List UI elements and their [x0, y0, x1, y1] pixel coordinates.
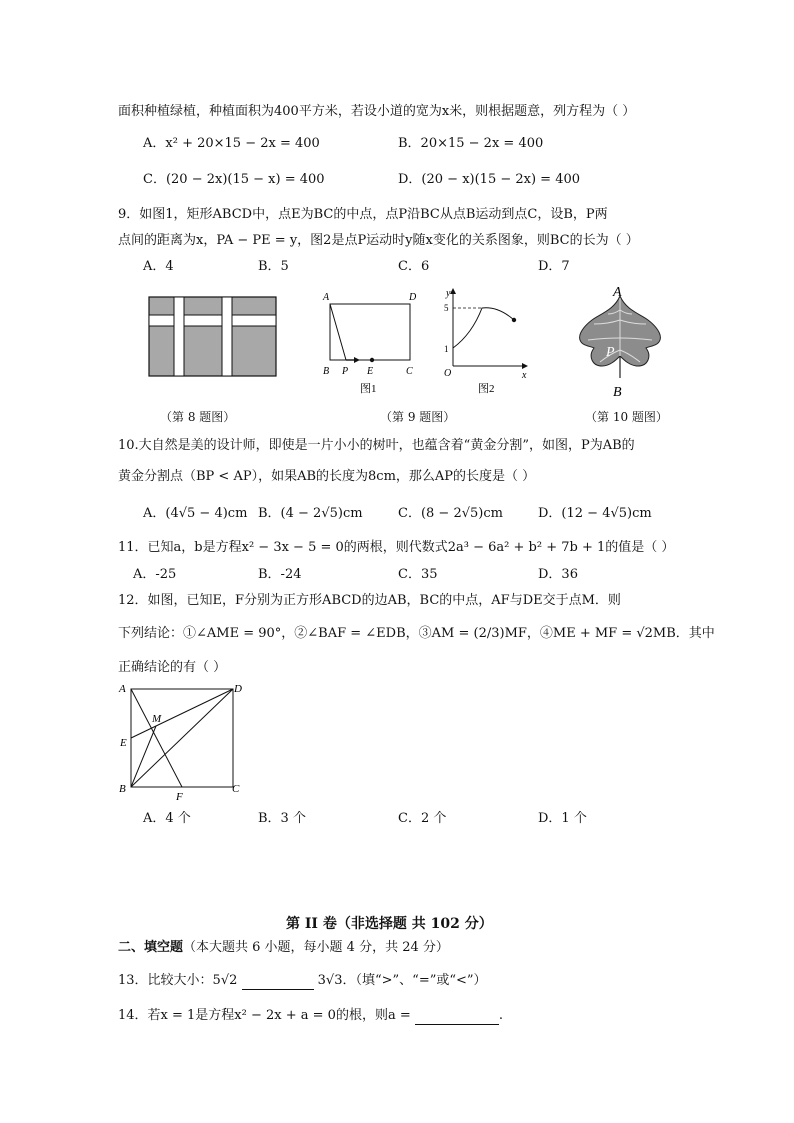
fig12-label-c: C [232, 783, 240, 795]
fig12-label-e: E [120, 737, 127, 749]
q10-option-a: A．(4√5 − 4)cm [143, 506, 248, 521]
fig9-graph-tick-1: 1 [444, 344, 449, 354]
fig12-label-m: M [152, 713, 162, 725]
fig8-caption: （第 8 题图） [160, 410, 236, 424]
q12-text-line3: 正确结论的有（ ） [118, 660, 227, 675]
fig9-graph-x-label: x [522, 370, 527, 381]
q12-option-d: D．1 个 [538, 811, 587, 826]
fig12-label-b: B [119, 783, 126, 795]
fig10-label-b: B [613, 385, 622, 400]
q9-text-line1: 9．如图1，矩形ABCD中，点E为BC的中点，点P沿BC从点B运动到点C，设B，P两 [118, 207, 608, 222]
q9-option-a: A．4 [143, 259, 174, 274]
fig12-label-f: F [176, 791, 183, 803]
q11-option-b: B．-24 [258, 567, 302, 582]
fig10-caption: （第 10 题图） [585, 410, 668, 424]
fig9-caption: （第 9 题图） [380, 410, 456, 424]
q13-prefix: 13．比较大小：5√2 [118, 973, 238, 988]
section2-heading [118, 939, 449, 957]
q10-text-line2: 黄金分割点（BP < AP），如果AB的长度为8cm，那么AP的长度是（ ） [118, 469, 536, 484]
q11-option-a: A．-25 [133, 567, 177, 582]
q9-option-c: C．6 [398, 259, 430, 274]
fig12-label-d: D [234, 683, 242, 695]
q9-option-d: D．7 [538, 259, 570, 274]
q10-option-b: B．(4 − 2√5)cm [258, 506, 363, 521]
q8-option-a: A．x² + 20×15 − 2x = 400 [143, 136, 320, 151]
q12-option-c: C．2 个 [398, 811, 447, 826]
section2-heading-bold: 二、填空题 [118, 940, 184, 955]
q11-option-c: C．35 [398, 567, 438, 582]
q8-option-c: C．(20 − 2x)(15 − x) = 400 [143, 172, 325, 187]
q9-option-b: B．5 [258, 259, 289, 274]
section2-title: 第 II 卷（非选择题 共 102 分） [286, 916, 493, 932]
fig9-graph-tick-5: 5 [444, 303, 449, 313]
fig12-label-a: A [119, 683, 126, 695]
q8-option-b: B．20×15 − 2x = 400 [398, 136, 544, 151]
q10-text-line1: 10.大自然是美的设计师，即使是一片小小的树叶，也蕴含着“黄金分割”，如图，P为AB的 [118, 438, 635, 453]
q8-text: 面积种植绿植，种植面积为400平方米，若设小道的宽为x米，则根据题意，列方程为（ ） [118, 104, 636, 119]
fig12-square-diagram [116, 680, 256, 804]
q13-text [118, 972, 487, 990]
fig9-label-p: P [342, 366, 349, 377]
fig9-graph [436, 284, 532, 398]
fig9-label-b: B [323, 366, 330, 377]
q11-text: 11．已知a，b是方程x² − 3x − 5 = 0的两根，则代数式2a³ − 6a² + b² + 7b + 1的值是（ ） [118, 540, 675, 555]
fig9-label-d: D [409, 292, 417, 303]
q13-suffix: 3√3．（填“>”、“=”或“<”） [317, 973, 487, 988]
fig9-graph-origin: O [444, 368, 452, 379]
q10-option-d: D．(12 − 4√5)cm [538, 506, 652, 521]
section2-heading-rest: （本大题共 6 小题，每小题 4 分，共 24 分） [183, 940, 449, 955]
fig9-label-e: E [367, 366, 374, 377]
q8-option-d: D．(20 − x)(15 − 2x) = 400 [398, 172, 581, 187]
q14-text [118, 1007, 503, 1025]
fig10-label-a: A [613, 285, 622, 300]
fig9-figure1-caption: 图1 [360, 383, 377, 395]
fig9-figure2-caption: 图2 [478, 383, 495, 395]
q12-text-line1: 12．如图，已知E，F分别为正方形ABCD的边AB，BC的中点，AF与DE交于点M．则 [118, 593, 621, 608]
q9-text-line2: 点间的距离为x，PA − PE = y，图2是点P运动时y随x变化的关系图象，则BC的长为（ ） [118, 233, 639, 248]
q12-text-line2: 下列结论：①∠AME = 90°，②∠BAF = ∠EDB，③AM = (2/3)MF，④ME + MF = √2MB．其中 [118, 626, 715, 641]
q14-answer-blank[interactable] [415, 1010, 499, 1025]
fig9-graph-y-label: y [446, 288, 451, 299]
fig8-garden-diagram [148, 296, 278, 378]
q14-prefix: 14．若x = 1是方程x² − 2x + a = 0的根，则a = [118, 1008, 411, 1023]
q12-option-b: B．3 个 [258, 811, 306, 826]
q11-option-d: D．36 [538, 567, 578, 582]
q14-suffix: . [498, 1008, 503, 1023]
q12-option-a: A．4 个 [143, 811, 191, 826]
q10-option-c: C．(8 − 2√5)cm [398, 506, 503, 521]
q13-answer-blank[interactable] [242, 975, 314, 990]
fig9-label-c: C [406, 366, 413, 377]
fig9-label-a: A [323, 292, 330, 303]
fig10-label-p: P [606, 345, 615, 360]
fig9-rectangle-diagram [318, 286, 428, 398]
fig10-leaf-diagram [570, 280, 680, 400]
